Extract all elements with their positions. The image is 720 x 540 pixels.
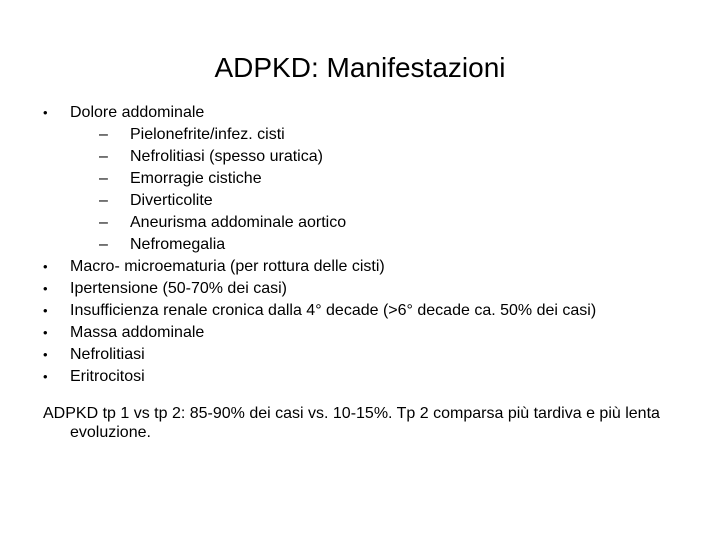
bullet-icon: • — [43, 281, 48, 296]
sub-list-item-text: Emorragie cistiche — [130, 170, 262, 187]
list-item-text: Dolore addominale — [70, 104, 205, 121]
list-item-text: Eritrocitosi — [70, 368, 145, 385]
list-item-text: Insufficienza renale cronica dalla 4° decade (>6° decade ca. 50% dei casi) — [70, 302, 597, 319]
sub-list-item-text: Diverticolite — [130, 192, 213, 209]
list-item-text: Ipertensione (50-70% dei casi) — [70, 280, 288, 297]
list-item-text: Massa addominale — [70, 324, 205, 341]
bullet-icon: • — [43, 105, 48, 120]
bullet-icon: • — [43, 325, 48, 340]
sub-list-item-text: Nefrolitiasi (spesso uratica) — [130, 148, 323, 165]
list-item-text: Nefrolitiasi — [70, 346, 145, 363]
sub-list-item-text: Aneurisma addominale aortico — [130, 214, 347, 231]
dash-icon: – — [99, 192, 108, 209]
slide-title: ADPKD: Manifestazioni — [214, 52, 506, 83]
dash-icon: – — [99, 148, 108, 165]
sub-list-item-text: Pielonefrite/infez. cisti — [130, 126, 285, 143]
dash-icon: – — [99, 126, 108, 143]
bullet-icon: • — [43, 369, 48, 384]
bullet-icon: • — [43, 347, 48, 362]
bullet-icon: • — [43, 303, 48, 318]
list-item-text: Macro- microematuria (per rottura delle cisti) — [70, 258, 385, 275]
dash-icon: – — [99, 214, 108, 231]
bullet-icon: • — [43, 259, 48, 274]
dash-icon: – — [99, 170, 108, 187]
footer-note: ADPKD tp 1 vs tp 2: 85-90% dei casi vs. 10-15%. Tp 2 comparsa più tardiva e più lenta evoluzione. — [43, 405, 660, 441]
sub-list-item-text: Nefromegalia — [130, 236, 226, 253]
dash-icon: – — [99, 236, 108, 253]
